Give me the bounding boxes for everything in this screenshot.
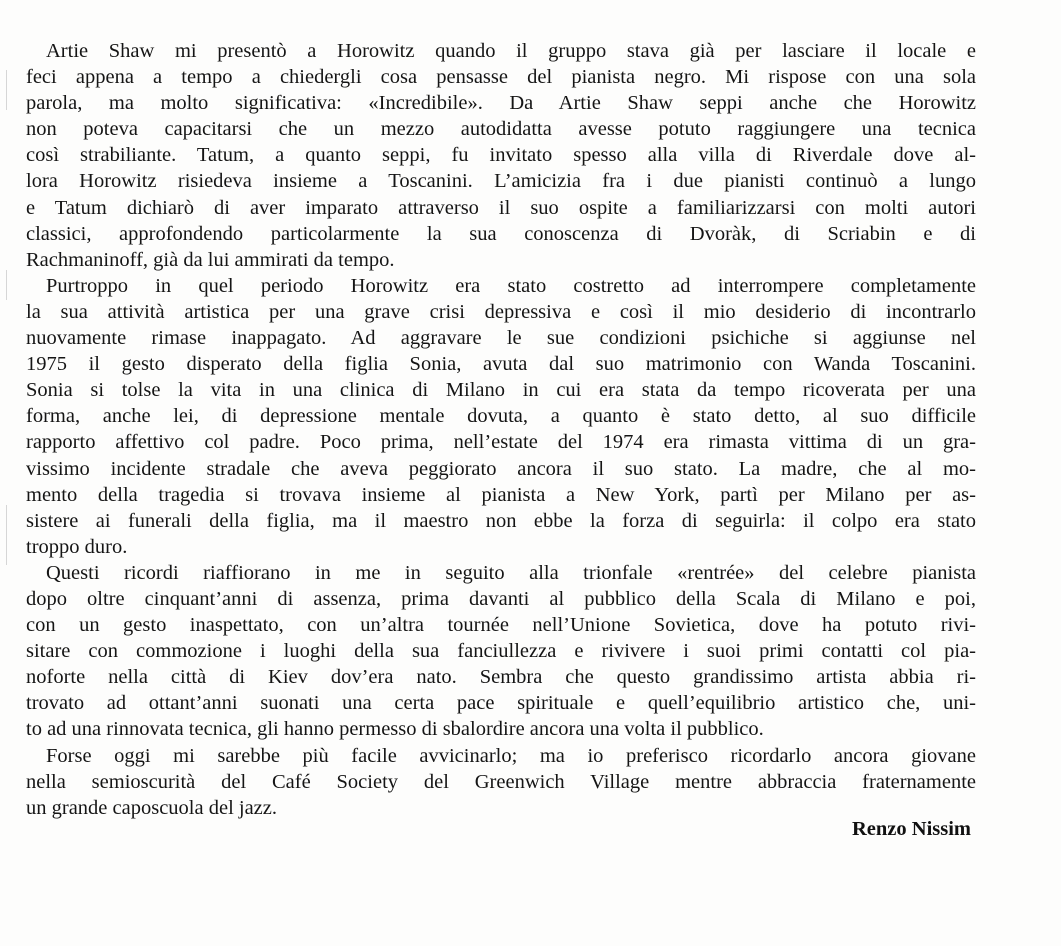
scan-margin-mark xyxy=(6,70,7,110)
text-line: e Tatum dichiarò di aver imparato attraverso il suo ospite a familiarizzarsi con molti autori xyxy=(26,196,976,219)
text-line: sistere ai funerali della figlia, ma il maestro non ebbe la forza di seguirla: il colpo era stato xyxy=(26,509,976,532)
text-line: Rachmaninoff, già da lui ammirati da tempo. xyxy=(26,248,395,271)
paragraph-1 xyxy=(26,38,976,273)
text-line: forma, anche lei, di depressione mentale dovuta, a quanto è stato detto, al suo difficile xyxy=(26,405,976,428)
text-line: nella semioscurità del Café Society del Greenwich Village mentre abbraccia fraternamente xyxy=(26,770,976,793)
paragraph-2 xyxy=(26,273,976,560)
text-line: parola, ma molto significativa: «Incredibile». Da Artie Shaw seppi anche che Horowitz xyxy=(26,92,976,115)
text-line: classici, approfondendo particolarmente la sua conoscenza di Dvoràk, di Scriabin e di xyxy=(26,222,976,245)
text-line: feci appena a tempo a chiedergli cosa pensasse del pianista negro. Mi rispose con una sola xyxy=(26,66,976,89)
scan-margin-mark xyxy=(6,505,7,565)
text-line: lora Horowitz risiedeva insieme a Toscanini. L’amicizia fra i due pianisti continuò a lungo xyxy=(26,170,976,193)
text-line: non poteva capacitarsi che un mezzo autodidatta avesse potuto raggiungere una tecnica xyxy=(26,118,976,141)
text-line: Questi ricordi riaffiorano in me in seguito alla trionfale «rentrée» del celebre pianista xyxy=(46,561,976,584)
text-line: mento della tragedia si trovava insieme al pianista a New York, partì per Milano per as- xyxy=(26,483,976,506)
text-line: trovato ad ottant’anni suonati una certa pace spirituale e quell’equilibrio artistico che, uni- xyxy=(26,692,976,715)
text-line: la sua attività artistica per una grave crisi depressiva e così il mio desiderio di incontrarlo xyxy=(26,300,976,323)
text-line: sitare con commozione i luoghi della sua fanciullezza e rivivere i suoi primi contatti col pia- xyxy=(26,640,976,663)
text-line: troppo duro. xyxy=(26,535,128,558)
text-line: un grande caposcuola del jazz. xyxy=(26,796,278,819)
text-line: rapporto affettivo col padre. Poco prima, nell’estate del 1974 era rimasta vittima di un gra- xyxy=(26,431,976,454)
author-signature: Renzo Nissim xyxy=(851,818,971,840)
text-line: to ad una rinnovata tecnica, gli hanno permesso di sbalordire ancora una volta il pubblico. xyxy=(26,718,764,741)
text-line: Forse oggi mi sarebbe più facile avvicinarlo; ma io preferisco ricordarlo ancora giovane xyxy=(46,744,976,767)
text-line: Purtroppo in quel periodo Horowitz era stato costretto ad interrompere completamente xyxy=(46,274,976,297)
text-line: nuovamente rimase inappagato. Ad aggravare le sue condizioni psichiche si aggiunse nel xyxy=(26,327,976,350)
text-line: Sonia si tolse la vita in una clinica di Milano in cui era stata da tempo ricoverata per una xyxy=(26,379,976,402)
text-line: dopo oltre cinquant’anni di assenza, prima davanti al pubblico della Scala di Milano e poi, xyxy=(26,587,976,610)
text-line: vissimo incidente stradale che aveva peggiorato ancora il suo stato. La madre, che al mo- xyxy=(26,457,976,480)
text-line: noforte nella città di Kiev dov’era nato. Sembra che questo grandissimo artista abbia ri- xyxy=(26,666,976,689)
text-line: con un gesto inaspettato, con un’altra tournée nell’Unione Sovietica, dove ha potuto rivi- xyxy=(26,614,976,637)
text-line: Artie Shaw mi presentò a Horowitz quando il gruppo stava già per lasciare il locale e xyxy=(46,40,976,62)
paragraph-4 xyxy=(26,743,976,821)
scan-margin-mark xyxy=(6,270,7,300)
paragraph-3 xyxy=(26,560,976,743)
text-line: 1975 il gesto disperato della figlia Sonia, avuta dal suo matrimonio con Wanda Toscanini. xyxy=(26,353,976,376)
article-body xyxy=(26,38,976,821)
text-line: così strabiliante. Tatum, a quanto seppi, fu invitato spesso alla villa di Riverdale dove al- xyxy=(26,144,976,167)
